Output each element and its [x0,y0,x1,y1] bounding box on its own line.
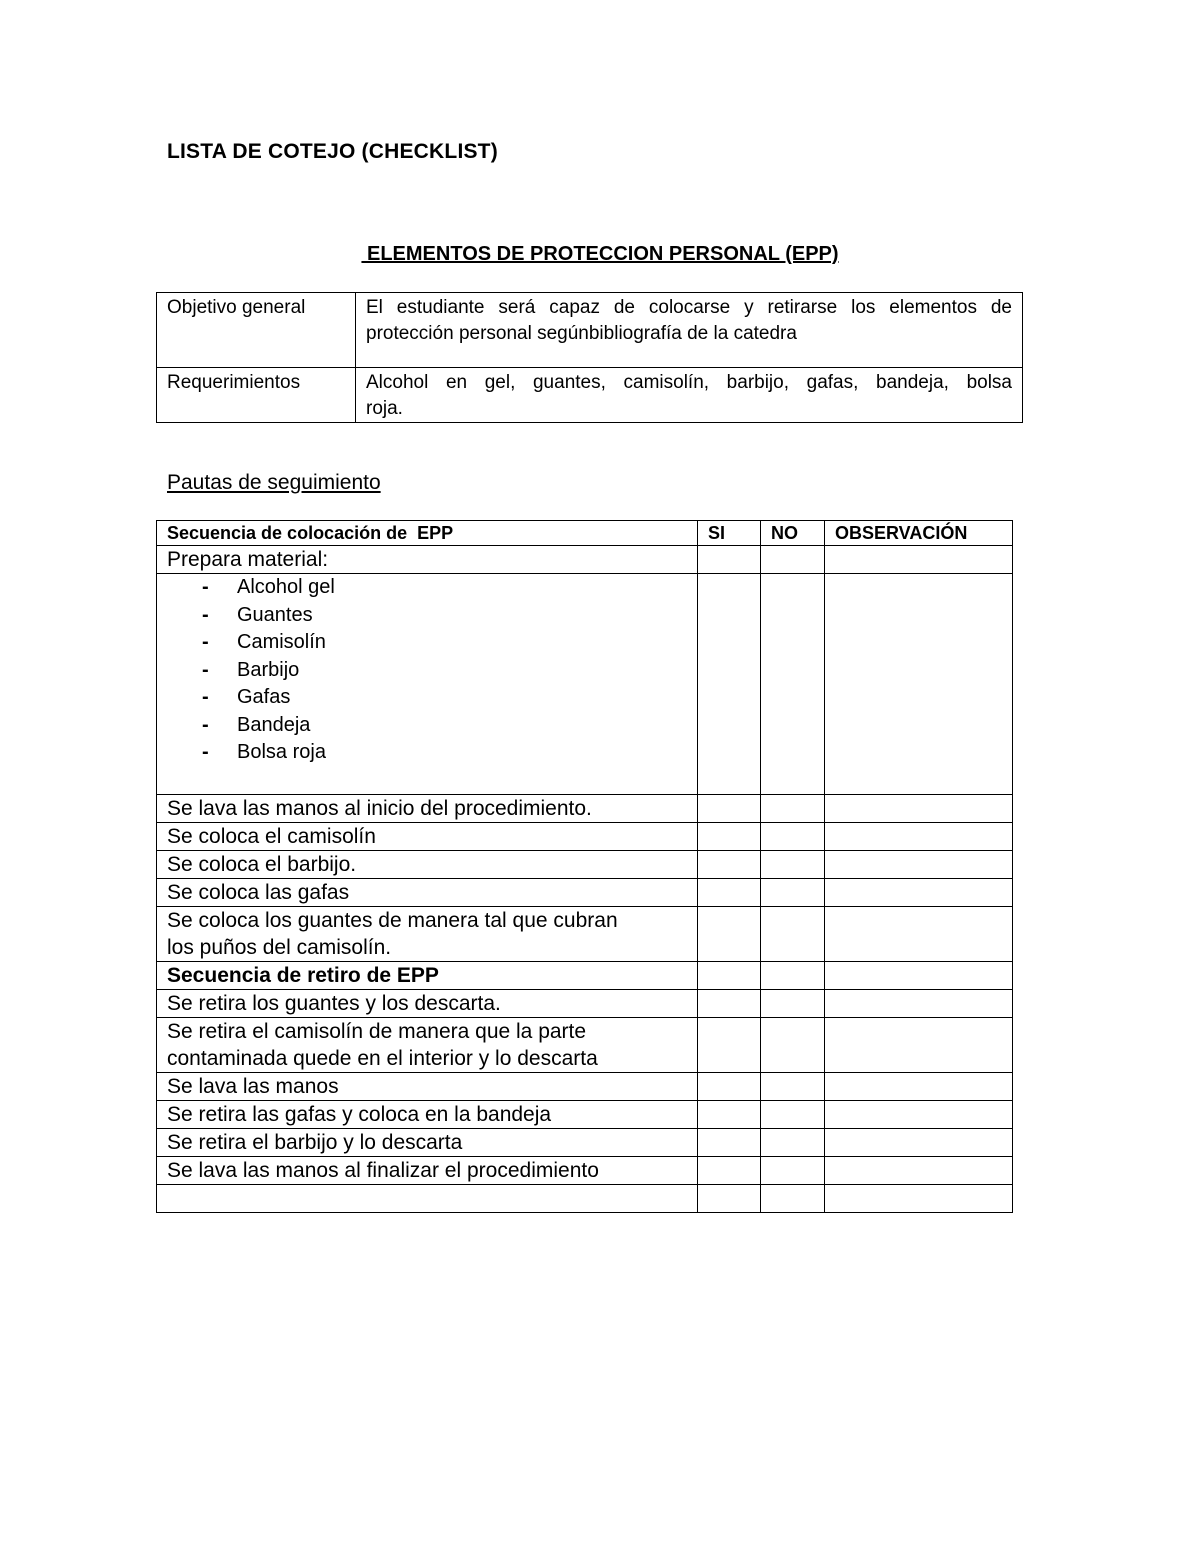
header-si: SI [698,521,761,546]
si-cell[interactable] [698,1073,761,1101]
no-cell[interactable] [761,907,825,962]
si-cell[interactable] [698,879,761,907]
no-cell[interactable] [761,1018,825,1073]
observation-cell[interactable] [825,574,1013,795]
observation-cell[interactable] [825,990,1013,1018]
header-no: NO [761,521,825,546]
no-cell[interactable] [761,879,825,907]
removal-header: Secuencia de retiro de EPP [157,962,698,990]
document-subtitle: ELEMENTOS DE PROTECCION PERSONAL (EPP) [361,243,839,265]
table-row [157,1101,1013,1129]
no-cell[interactable] [761,574,825,795]
step-label: Se lava las manos al finalizar el procedimiento [157,1157,698,1185]
checklist-table [156,520,1013,1213]
observation-cell[interactable] [825,823,1013,851]
info-value-line: protección personal segúnbibliografía de la catedra [366,323,797,344]
list-item: - Barbijo [202,657,687,685]
si-cell[interactable] [698,823,761,851]
list-item: - Camisolín [202,629,687,657]
step-label [157,907,698,962]
info-label-requirements: Requerimientos [157,368,356,423]
section-label: Pautas de seguimiento [167,471,381,494]
list-item: - Alcohol gel [202,574,687,602]
si-cell[interactable] [698,990,761,1018]
observation-cell[interactable] [825,1157,1013,1185]
step-label[interactable] [157,1185,698,1213]
info-table [156,292,1023,423]
table-row [157,851,1013,879]
si-cell[interactable] [698,851,761,879]
si-cell[interactable] [698,1157,761,1185]
info-value-line: Alcohol en gel, guantes, camisolín, barbijo, gafas, bandeja, bolsa [366,372,1012,393]
si-cell[interactable] [698,1018,761,1073]
step-label: Se retira el barbijo y lo descarta [157,1129,698,1157]
table-row [157,1157,1013,1185]
observation-cell[interactable] [825,1101,1013,1129]
empty-row [157,1185,1013,1213]
step-label: Se lava las manos [157,1073,698,1101]
step-label [157,1018,698,1073]
table-row [157,1073,1013,1101]
document-title: LISTA DE COTEJO (CHECKLIST) [167,140,498,163]
table-row [157,546,1013,574]
step-label: Se coloca las gafas [157,879,698,907]
step-label: Se retira los guantes y los descarta. [157,990,698,1018]
si-cell[interactable] [698,962,761,990]
step-label: Se coloca el barbijo. [157,851,698,879]
no-cell[interactable] [761,1157,825,1185]
step-label: Se coloca el camisolín [157,823,698,851]
observation-cell[interactable] [825,851,1013,879]
no-cell[interactable] [761,990,825,1018]
materials-list [167,574,687,767]
list-item: - Guantes [202,602,687,630]
no-cell[interactable] [761,851,825,879]
no-cell[interactable] [761,962,825,990]
observation-cell[interactable] [825,907,1013,962]
table-row [157,1129,1013,1157]
table-row [157,907,1013,962]
info-row-objective [157,293,1023,368]
header-observation: OBSERVACIÓN [825,521,1013,546]
info-value-objective [356,293,1023,368]
removal-header-row [157,962,1013,990]
info-label-objective: Objetivo general [157,293,356,368]
si-cell[interactable] [698,795,761,823]
checklist-header-row [157,521,1013,546]
table-row [157,795,1013,823]
step-label: Se retira las gafas y coloca en la bandeja [157,1101,698,1129]
no-cell[interactable] [761,1101,825,1129]
header-step: Secuencia de colocación de EPP [157,521,698,546]
step-line: Se coloca los guantes de manera tal que cubran [167,909,618,932]
si-cell[interactable] [698,1101,761,1129]
si-cell[interactable] [698,546,761,574]
info-row-requirements [157,368,1023,423]
list-item: - Bolsa roja [202,739,687,767]
no-cell[interactable] [761,823,825,851]
no-cell[interactable] [761,1185,825,1213]
si-cell[interactable] [698,907,761,962]
step-line: Se retira el camisolín de manera que la parte [167,1020,587,1043]
info-value-line: El estudiante será capaz de colocarse y retirarse los elementos de [366,297,1012,318]
observation-cell[interactable] [825,1129,1013,1157]
no-cell[interactable] [761,795,825,823]
materials-row [157,574,1013,795]
step-label: Prepara material: [157,546,698,574]
observation-cell[interactable] [825,879,1013,907]
list-item: - Gafas [202,684,687,712]
observation-cell[interactable] [825,1185,1013,1213]
table-row [157,990,1013,1018]
table-row [157,879,1013,907]
no-cell[interactable] [761,1129,825,1157]
step-line: los puños del camisolín. [167,936,392,959]
list-item: - Bandeja [202,712,687,740]
table-row [157,823,1013,851]
table-row [157,1018,1013,1073]
step-label: Se lava las manos al inicio del procedimiento. [157,795,698,823]
observation-cell[interactable] [825,962,1013,990]
materials-cell [157,574,698,795]
no-cell[interactable] [761,546,825,574]
observation-cell[interactable] [825,1018,1013,1073]
si-cell[interactable] [698,574,761,795]
si-cell[interactable] [698,1185,761,1213]
observation-cell[interactable] [825,546,1013,574]
observation-cell[interactable] [825,795,1013,823]
info-value-line: roja. [366,398,403,419]
step-line: contaminada quede en el interior y lo descarta [167,1047,598,1070]
info-value-requirements [356,368,1023,423]
si-cell[interactable] [698,1129,761,1157]
observation-cell[interactable] [825,1073,1013,1101]
no-cell[interactable] [761,1073,825,1101]
